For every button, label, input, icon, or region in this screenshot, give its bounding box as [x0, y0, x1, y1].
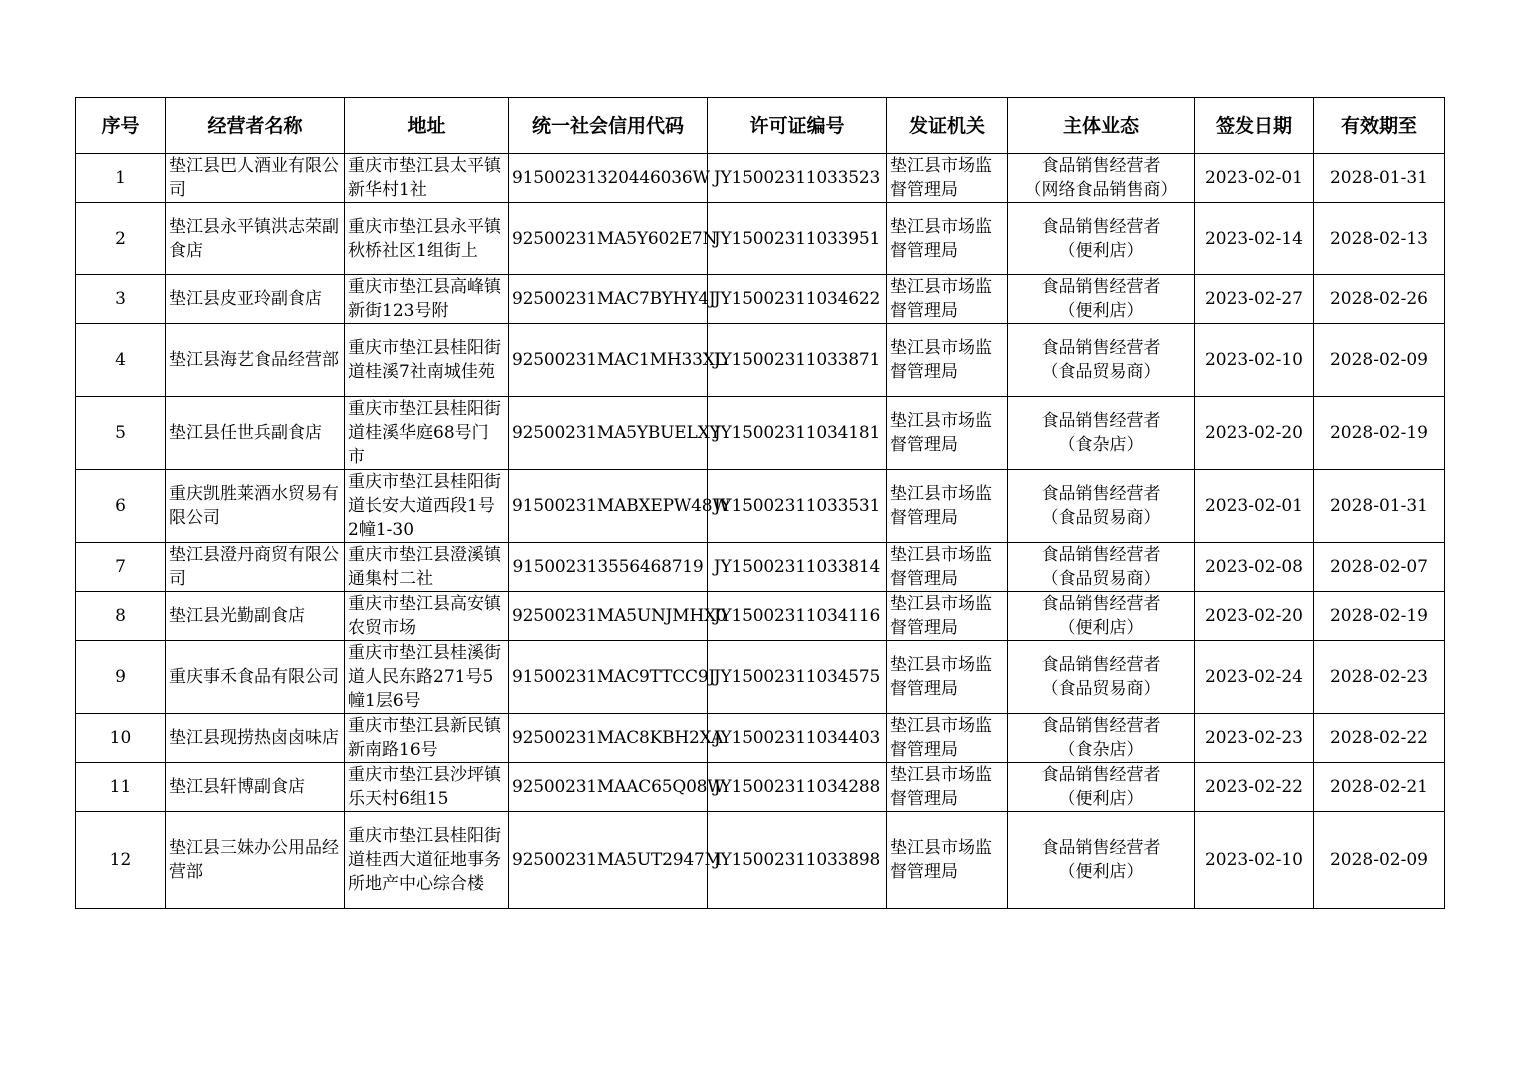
license-number: JY15002311033871 [708, 324, 887, 397]
address: 重庆市垫江县高安镇农贸市场 [345, 592, 509, 641]
issuing-authority: 垫江县市场监督管理局 [887, 470, 1008, 543]
credit-code: 92500231MA5YBUELXY [509, 397, 708, 470]
credit-code: 92500231MAC7BYHY4J [509, 275, 708, 324]
business-type-main: 食品销售经营者 [1041, 655, 1161, 675]
business-type-sub: （便利店） [1058, 301, 1144, 321]
business-type-main: 食品销售经营者 [1041, 156, 1161, 176]
business-type [1008, 203, 1195, 275]
table-row [76, 543, 1445, 592]
credit-code: 92500231MAAC65Q08W [509, 763, 708, 812]
business-type-main: 食品销售经营者 [1041, 545, 1161, 565]
license-number: JY15002311033814 [708, 543, 887, 592]
issuing-authority: 垫江县市场监督管理局 [887, 154, 1008, 203]
business-type-sub: （食杂店） [1058, 740, 1144, 760]
row-number: 11 [76, 763, 166, 812]
row-number: 1 [76, 154, 166, 203]
expiry-date: 2028-02-26 [1314, 275, 1445, 324]
issue-date: 2023-02-10 [1195, 324, 1314, 397]
row-number: 12 [76, 812, 166, 909]
credit-code: 92500231MA5Y602E7N [509, 203, 708, 275]
business-type-sub: （便利店） [1058, 240, 1144, 261]
table-row [76, 397, 1445, 470]
issue-date: 2023-02-01 [1195, 470, 1314, 543]
issue-date: 2023-02-27 [1195, 275, 1314, 324]
row-number: 6 [76, 470, 166, 543]
table-row [76, 203, 1445, 275]
expiry-date: 2028-02-09 [1314, 812, 1445, 909]
issue-date: 2023-02-24 [1195, 641, 1314, 714]
address: 重庆市垫江县沙坪镇乐天村6组15 [345, 763, 509, 812]
license-number: JY15002311034181 [708, 397, 887, 470]
license-number: JY15002311033951 [708, 203, 887, 275]
business-type-sub: （食品贸易商） [1041, 679, 1161, 699]
license-table [75, 97, 1445, 909]
table-row [76, 154, 1445, 203]
business-type-main: 食品销售经营者 [1041, 484, 1161, 504]
credit-code: 92500231MA5UNJMHX0 [509, 592, 708, 641]
table-row [76, 324, 1445, 397]
credit-code: 92500231MAC8KBH2XA [509, 714, 708, 763]
license-number: JY15002311033523 [708, 154, 887, 203]
address: 重庆市垫江县桂阳街道桂西大道征地事务所地产中心综合楼 [345, 812, 509, 909]
business-type [1008, 592, 1195, 641]
operator-name: 垫江县任世兵副食店 [166, 397, 345, 470]
table-row [76, 641, 1445, 714]
license-number: JY15002311034288 [708, 763, 887, 812]
operator-name: 垫江县现捞热卤卤味店 [166, 714, 345, 763]
operator-name: 垫江县光勤副食店 [166, 592, 345, 641]
issue-date: 2023-02-08 [1195, 543, 1314, 592]
business-type-sub: （食品贸易商） [1041, 508, 1161, 528]
business-type-main: 食品销售经营者 [1041, 216, 1161, 237]
address: 重庆市垫江县永平镇秋桥社区1组街上 [345, 203, 509, 275]
business-type-sub: （食品贸易商） [1041, 569, 1161, 589]
address: 重庆市垫江县桂溪街道人民东路271号5幢1层6号 [345, 641, 509, 714]
issue-date: 2023-02-20 [1195, 592, 1314, 641]
address: 重庆市垫江县太平镇新华村1社 [345, 154, 509, 203]
business-type-main: 食品销售经营者 [1041, 594, 1161, 614]
table-row [76, 470, 1445, 543]
issuing-authority: 垫江县市场监督管理局 [887, 592, 1008, 641]
table-row [76, 763, 1445, 812]
header-expiry-date: 有效期至 [1314, 98, 1445, 154]
issue-date: 2023-02-10 [1195, 812, 1314, 909]
row-number: 8 [76, 592, 166, 641]
header-row [76, 98, 1445, 154]
row-number: 7 [76, 543, 166, 592]
issue-date: 2023-02-23 [1195, 714, 1314, 763]
table-row [76, 275, 1445, 324]
credit-code: 91500231MAC9TTCC9J [509, 641, 708, 714]
credit-code: 92500231MAC1MH33XL [509, 324, 708, 397]
table-row [76, 812, 1445, 909]
business-type [1008, 812, 1195, 909]
credit-code: 91500231320446036W [509, 154, 708, 203]
license-number: JY15002311033898 [708, 812, 887, 909]
issue-date: 2023-02-01 [1195, 154, 1314, 203]
issuing-authority: 垫江县市场监督管理局 [887, 714, 1008, 763]
issue-date: 2023-02-20 [1195, 397, 1314, 470]
business-type [1008, 641, 1195, 714]
header-name: 经营者名称 [166, 98, 345, 154]
credit-code: 91500231MABXEPW48W [509, 470, 708, 543]
header-license-no: 许可证编号 [708, 98, 887, 154]
expiry-date: 2028-02-21 [1314, 763, 1445, 812]
issuing-authority: 垫江县市场监督管理局 [887, 324, 1008, 397]
business-type [1008, 397, 1195, 470]
expiry-date: 2028-02-09 [1314, 324, 1445, 397]
expiry-date: 2028-02-07 [1314, 543, 1445, 592]
row-number: 2 [76, 203, 166, 275]
header-address: 地址 [345, 98, 509, 154]
table-row [76, 592, 1445, 641]
row-number: 5 [76, 397, 166, 470]
business-type-sub: （便利店） [1058, 862, 1144, 882]
business-type [1008, 714, 1195, 763]
expiry-date: 2028-02-13 [1314, 203, 1445, 275]
credit-code: 92500231MA5UT2947M [509, 812, 708, 909]
business-type-sub: （便利店） [1058, 618, 1144, 638]
operator-name: 垫江县轩博副食店 [166, 763, 345, 812]
credit-code: 915002313556468719 [509, 543, 708, 592]
row-number: 3 [76, 275, 166, 324]
operator-name: 垫江县三妹办公用品经营部 [166, 812, 345, 909]
expiry-date: 2028-01-31 [1314, 154, 1445, 203]
operator-name: 垫江县皮亚玲副食店 [166, 275, 345, 324]
operator-name: 重庆事禾食品有限公司 [166, 641, 345, 714]
expiry-date: 2028-02-19 [1314, 592, 1445, 641]
row-number: 9 [76, 641, 166, 714]
header-credit-code: 统一社会信用代码 [509, 98, 708, 154]
license-number: JY15002311034116 [708, 592, 887, 641]
header-issue-date: 签发日期 [1195, 98, 1314, 154]
table-row [76, 714, 1445, 763]
issuing-authority: 垫江县市场监督管理局 [887, 275, 1008, 324]
issuing-authority: 垫江县市场监督管理局 [887, 543, 1008, 592]
issuing-authority: 垫江县市场监督管理局 [887, 763, 1008, 812]
issuing-authority: 垫江县市场监督管理局 [887, 203, 1008, 275]
operator-name: 重庆凯胜莱酒水贸易有限公司 [166, 470, 345, 543]
business-type-main: 食品销售经营者 [1041, 838, 1161, 858]
business-type-sub: （网络食品销售商） [1024, 180, 1178, 200]
address: 重庆市垫江县高峰镇新街123号附 [345, 275, 509, 324]
business-type-sub: （食杂店） [1058, 435, 1144, 455]
license-number: JY15002311033531 [708, 470, 887, 543]
business-type [1008, 275, 1195, 324]
operator-name: 垫江县澄丹商贸有限公司 [166, 543, 345, 592]
address: 重庆市垫江县桂阳街道桂溪华庭68号门市 [345, 397, 509, 470]
address: 重庆市垫江县澄溪镇通集村二社 [345, 543, 509, 592]
business-type-main: 食品销售经营者 [1041, 411, 1161, 431]
issuing-authority: 垫江县市场监督管理局 [887, 397, 1008, 470]
header-no: 序号 [76, 98, 166, 154]
header-business-type: 主体业态 [1008, 98, 1195, 154]
business-type-main: 食品销售经营者 [1041, 277, 1161, 297]
address: 重庆市垫江县桂阳街道桂溪7社南城佳苑 [345, 324, 509, 397]
issuing-authority: 垫江县市场监督管理局 [887, 641, 1008, 714]
expiry-date: 2028-01-31 [1314, 470, 1445, 543]
operator-name: 垫江县巴人酒业有限公司 [166, 154, 345, 203]
business-type-sub: （便利店） [1058, 789, 1144, 809]
issuing-authority: 垫江县市场监督管理局 [887, 812, 1008, 909]
business-type [1008, 154, 1195, 203]
business-type [1008, 543, 1195, 592]
issue-date: 2023-02-22 [1195, 763, 1314, 812]
operator-name: 垫江县海艺食品经营部 [166, 324, 345, 397]
header-authority: 发证机关 [887, 98, 1008, 154]
business-type-sub: （食品贸易商） [1041, 362, 1161, 382]
operator-name: 垫江县永平镇洪志荣副食店 [166, 203, 345, 275]
business-type-main: 食品销售经营者 [1041, 716, 1161, 736]
business-type-main: 食品销售经营者 [1041, 765, 1161, 785]
issue-date: 2023-02-14 [1195, 203, 1314, 275]
business-type-main: 食品销售经营者 [1041, 338, 1161, 358]
row-number: 4 [76, 324, 166, 397]
address: 重庆市垫江县桂阳街道长安大道西段1号2幢1-30 [345, 470, 509, 543]
business-type [1008, 324, 1195, 397]
expiry-date: 2028-02-23 [1314, 641, 1445, 714]
license-number: JY15002311034403 [708, 714, 887, 763]
address: 重庆市垫江县新民镇新南路16号 [345, 714, 509, 763]
license-number: JY15002311034575 [708, 641, 887, 714]
expiry-date: 2028-02-19 [1314, 397, 1445, 470]
business-type [1008, 763, 1195, 812]
row-number: 10 [76, 714, 166, 763]
expiry-date: 2028-02-22 [1314, 714, 1445, 763]
business-type [1008, 470, 1195, 543]
license-number: JY15002311034622 [708, 275, 887, 324]
